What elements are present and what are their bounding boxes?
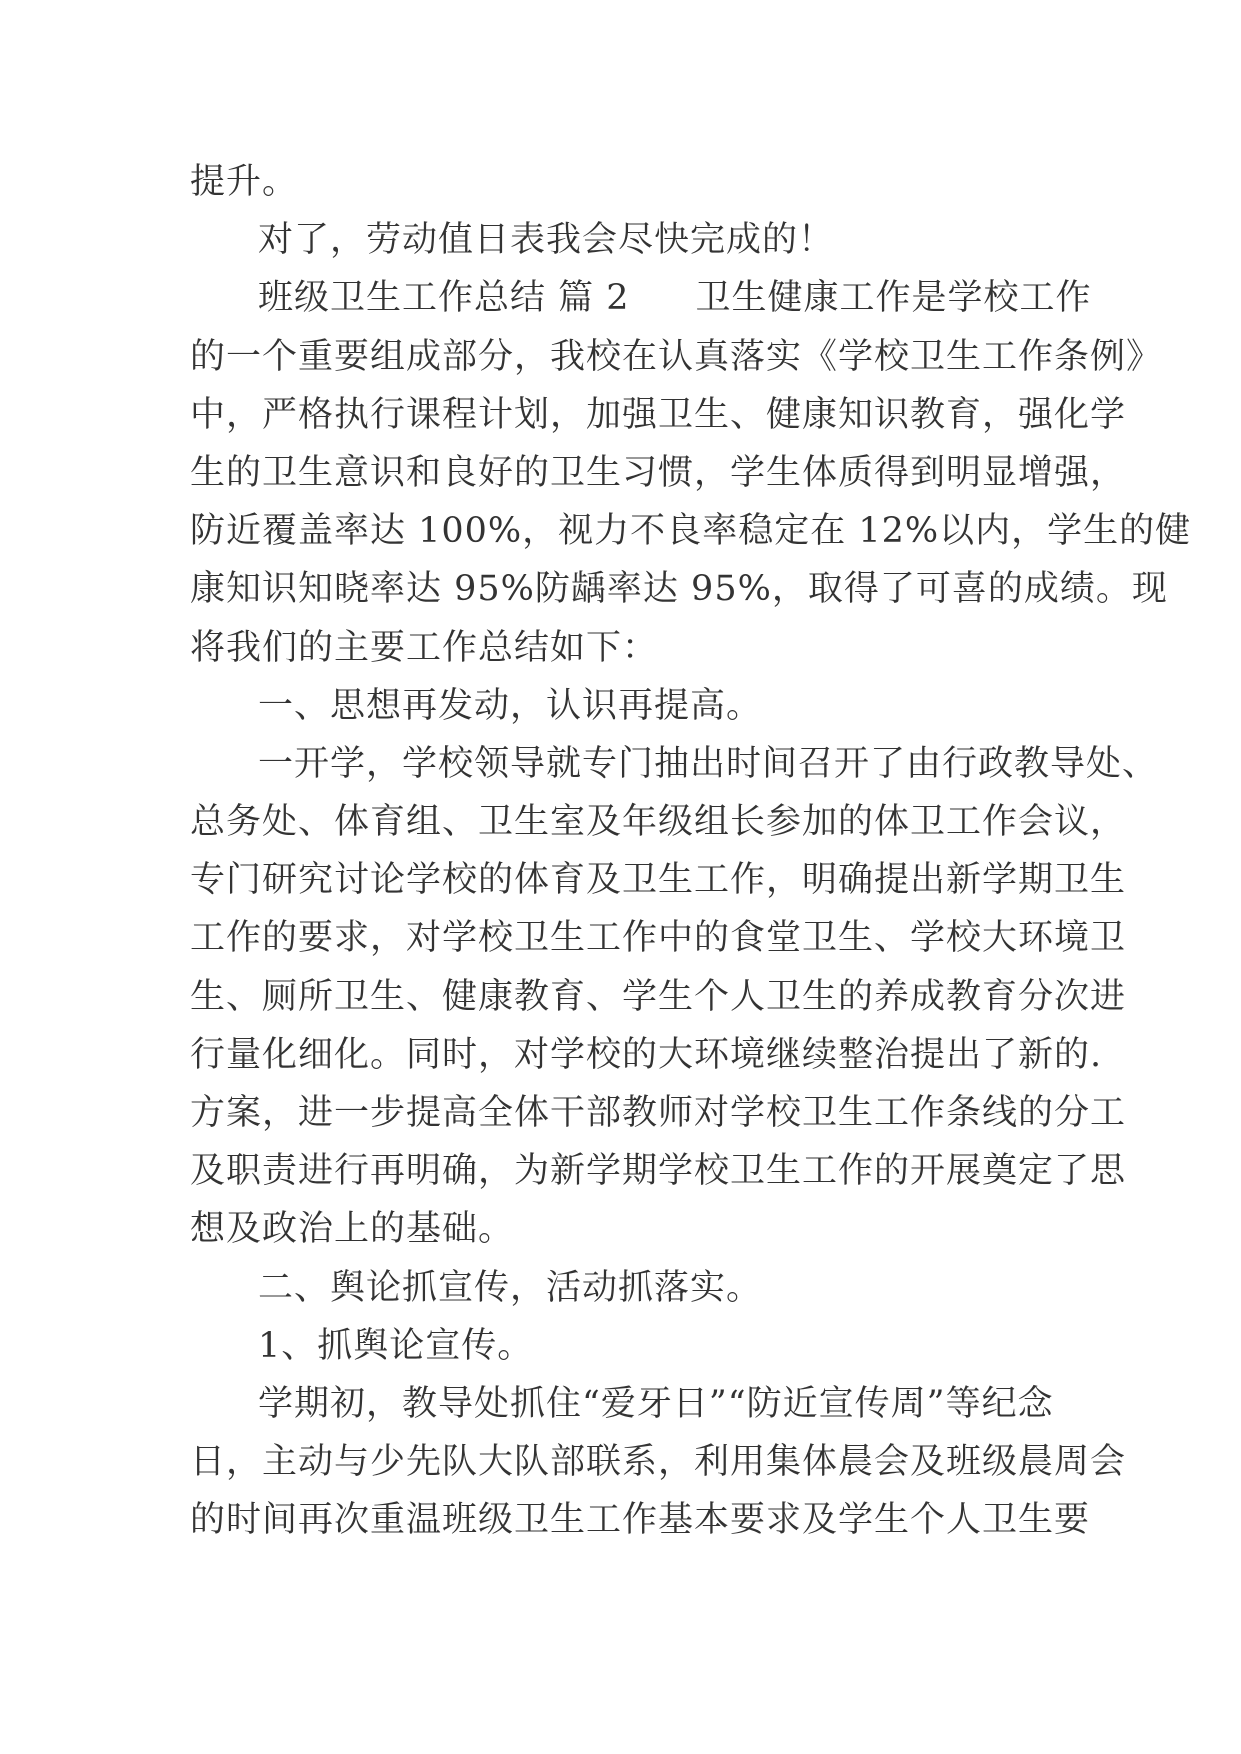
text-line: 专门研究讨论学校的体育及卫生工作，明确提出新学期卫生 (190, 860, 1127, 901)
text-line: 行量化细化。同时，对学校的大环境继续整治提出了新的. (190, 1034, 1103, 1075)
text-line: 学期初，教导处抓住“爱牙日”“防近宣传周”等纪念 (258, 1383, 1054, 1424)
text-line: 工作的要求，对学校卫生工作中的食堂卫生、学校大环境卫 (190, 918, 1127, 959)
text-line: 及职责进行再明确，为新学期学校卫生工作的开展奠定了思 (190, 1151, 1127, 1192)
section-heading-line (190, 269, 1092, 327)
text-line: 康知识知晓率达 95%防龋率达 95%，取得了可喜的成绩。现 (190, 569, 1168, 610)
text-line: 卫生健康工作是学校工作 (695, 278, 1092, 319)
text-line: 的一个重要组成部分，我校在认真落实《学校卫生工作条例》 (190, 336, 1163, 377)
text-line: 一开学，学校领导就专门抽出时间召开了由行政教导处、 (258, 743, 1159, 784)
text-line: 提升。 (190, 162, 299, 202)
text-line: 对了，劳动值日表我会尽快完成的！ (258, 220, 835, 261)
text-line: 的时间再次重温班级卫生工作基本要求及学生个人卫生要 (190, 1500, 1091, 1541)
text-line: 日，主动与少先队大队部联系，利用集体晨会及班级晨周会 (190, 1442, 1127, 1483)
text-line: 方案，进一步提高全体干部教师对学校卫生工作条线的分工 (190, 1093, 1127, 1133)
text-line: 想及政治上的基础。 (190, 1209, 515, 1250)
subheading-line: 1、抓舆论宣传。 (258, 1325, 534, 1366)
text-line: 中，严格执行课程计划，加强卫生、健康知识教育，强化学 (190, 394, 1127, 435)
text-line: 生、厕所卫生、健康教育、学生个人卫生的养成教育分次进 (190, 976, 1127, 1017)
text-line: 将我们的主要工作总结如下： (190, 627, 659, 668)
subheading-line: 二、舆论抓宣传，活动抓落实。 (258, 1267, 763, 1308)
text-line: 总务处、体育组、卫生室及年级组长参加的体卫工作会议， (190, 802, 1127, 843)
section-title: 班级卫生工作总结 篇 2 (258, 278, 630, 319)
text-line: 生的卫生意识和良好的卫生习惯，学生体质得到明显增强， (190, 452, 1127, 493)
subheading-line: 一、思想再发动，认识再提高。 (258, 685, 763, 726)
document-body (190, 153, 1192, 1550)
text-line: 防近覆盖率达 100%，视力不良率稳定在 12%以内，学生的健 (190, 511, 1192, 552)
